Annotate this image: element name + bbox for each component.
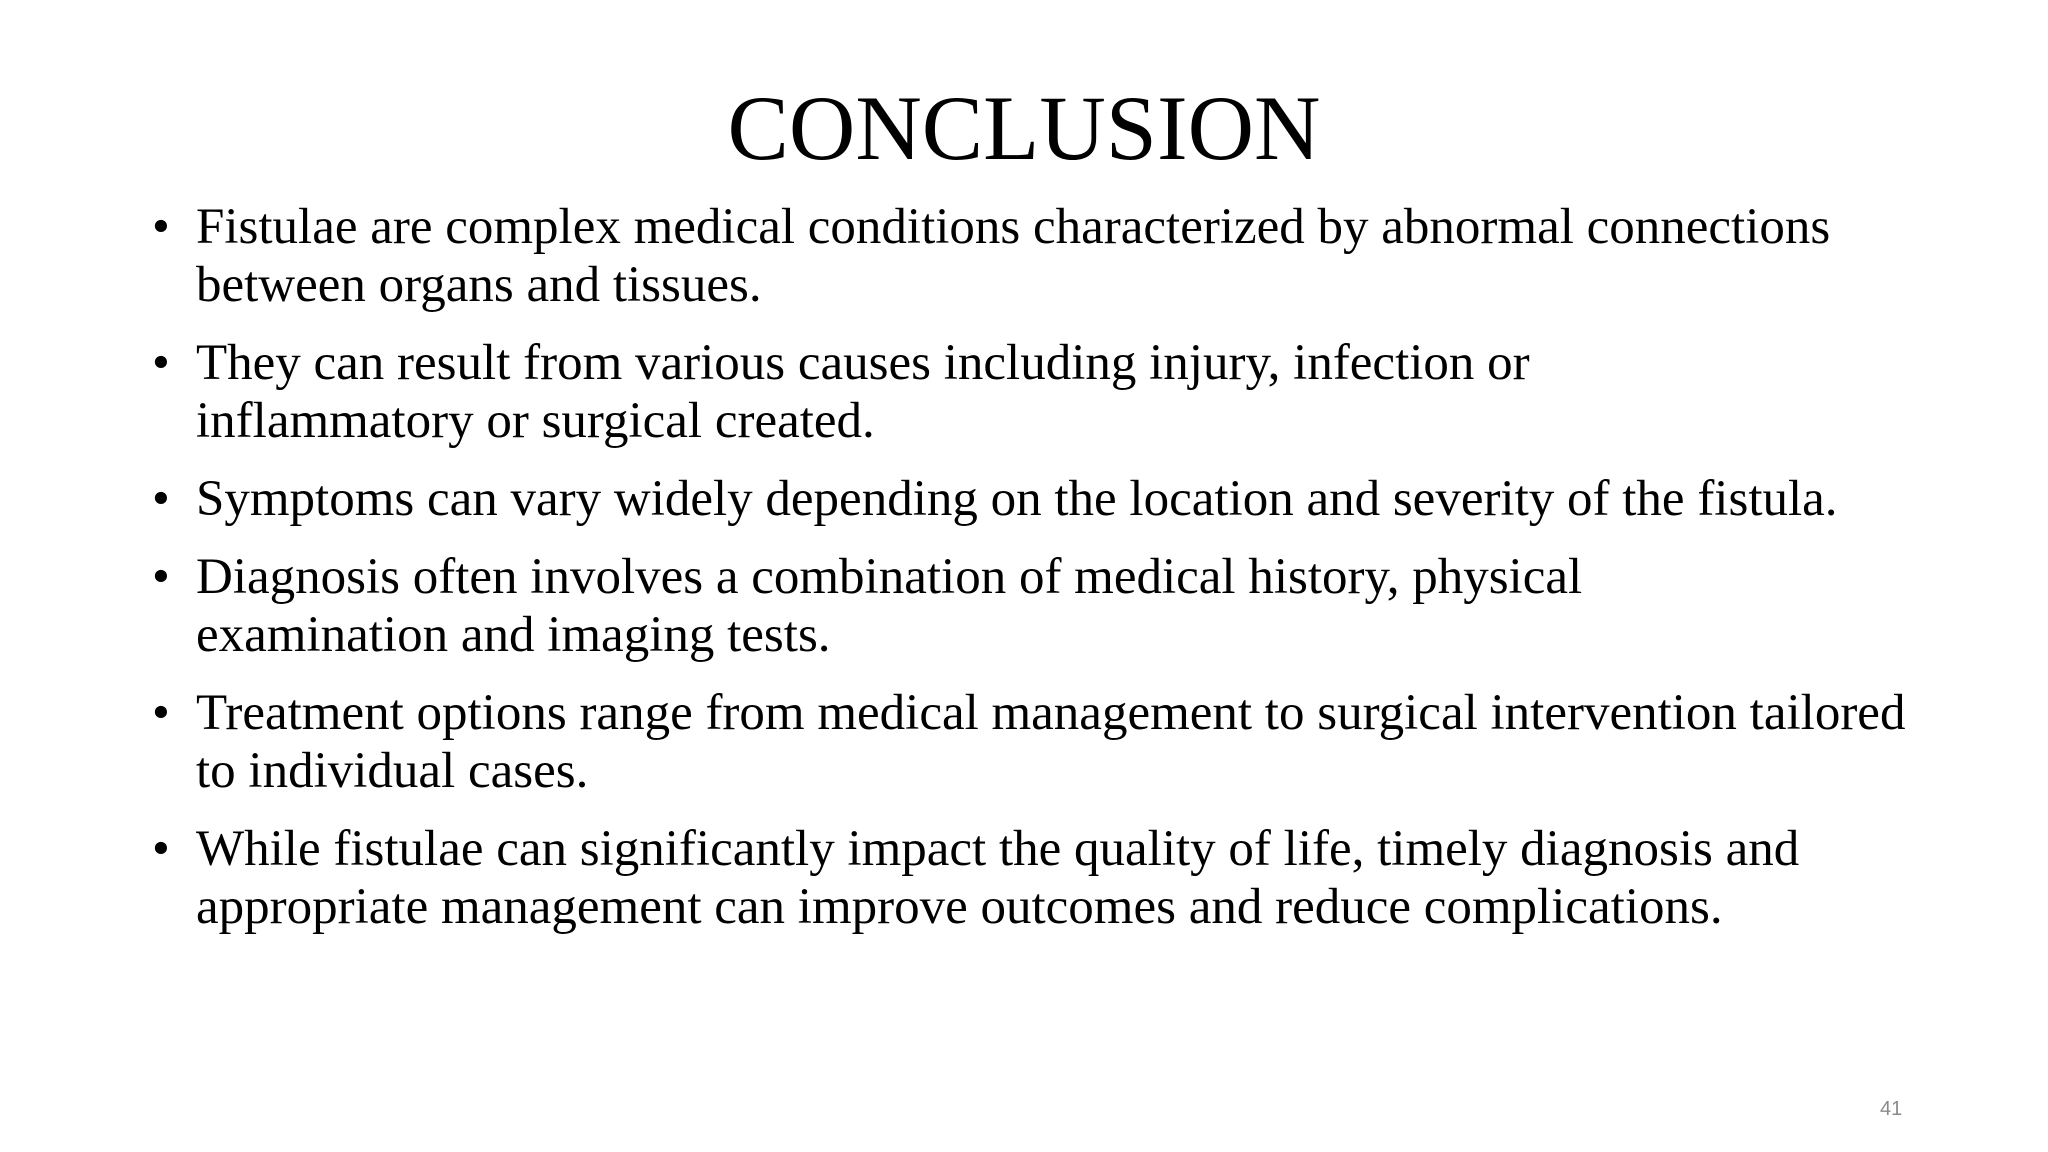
- bullet-item: [152, 684, 1916, 800]
- bullet-text: They can result from various causes including injury, infection or inflammatory or surgical created.: [196, 335, 1530, 449]
- bullet-dot-icon: •: [152, 685, 170, 741]
- bullet-item: [152, 470, 1876, 528]
- bullet-list: [152, 198, 1942, 956]
- bullet-text: Symptoms can vary widely depending on the location and severity of the fistula.: [196, 471, 1838, 527]
- bullet-item: [152, 548, 1836, 664]
- bullet-item: [152, 198, 1836, 314]
- bullet-dot-icon: •: [152, 199, 170, 255]
- bullet-dot-icon: •: [152, 549, 170, 605]
- bullet-dot-icon: •: [152, 821, 170, 877]
- bullet-dot-icon: •: [152, 335, 170, 391]
- bullet-text: Treatment options range from medical management to surgical intervention tailored to individual cases.: [196, 685, 1906, 799]
- bullet-dot-icon: •: [152, 471, 170, 527]
- page-number: 41: [1880, 1098, 1903, 1120]
- slide-title: CONCLUSION: [727, 77, 1321, 179]
- bullet-text: Diagnosis often involves a combination of medical history, physical examination and imaging tests.: [196, 549, 1583, 663]
- bullet-item: [152, 334, 1796, 450]
- bullet-item: [152, 820, 1986, 936]
- bullet-text: While fistulae can significantly impact the quality of life, timely diagnosis and appropriate management can improve outcomes and reduce complications.: [196, 821, 1800, 935]
- bullet-text: Fistulae are complex medical conditions characterized by abnormal connections between organs and tissues.: [196, 199, 1831, 313]
